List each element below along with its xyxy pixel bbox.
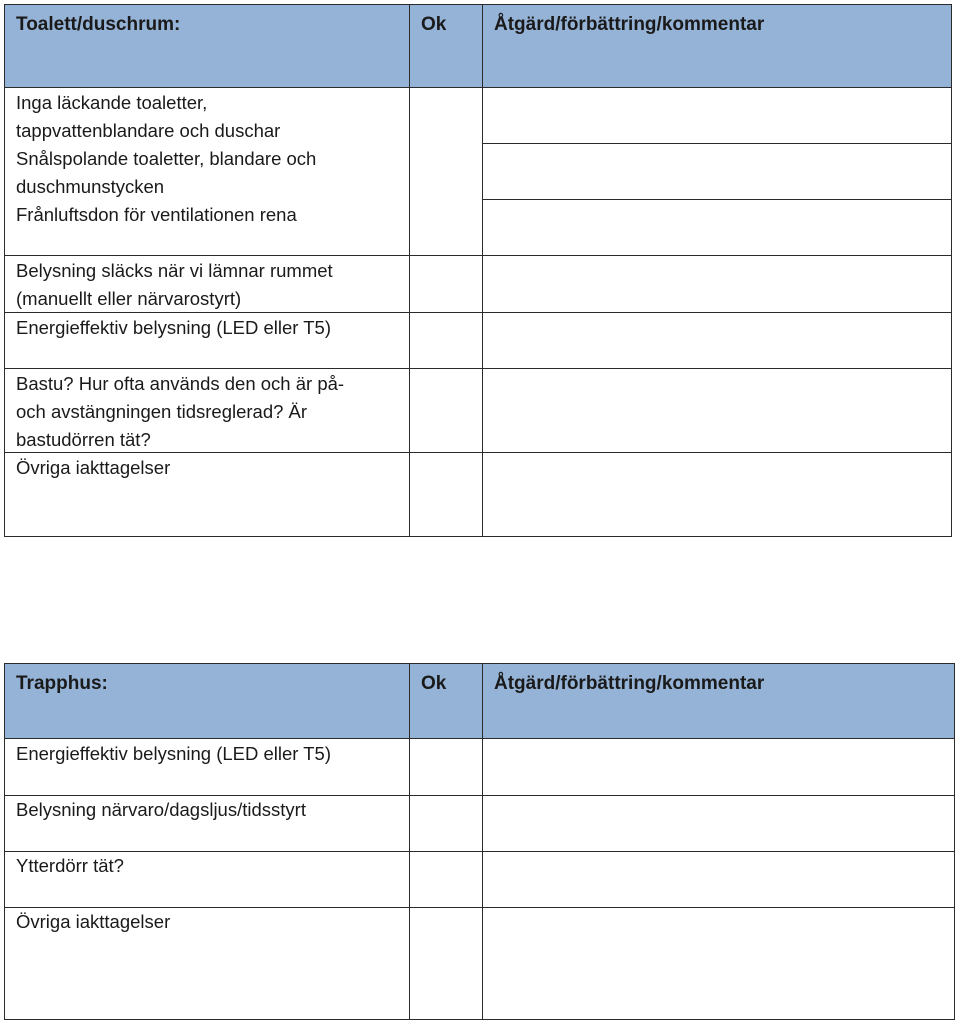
- list-item: Bastu? Hur ofta används den och är på- och avstängningen tidsreglerad? Är bastudörren tät?: [16, 373, 345, 450]
- table-header: [5, 664, 954, 739]
- row-divider: [482, 199, 951, 200]
- table-header: [5, 5, 951, 88]
- table-trapphus: [4, 663, 955, 1020]
- header-action-label: Åtgärd/förbättring/kommentar: [494, 14, 765, 35]
- table-toalett-duschrum: [4, 4, 952, 537]
- row-divider: [482, 143, 951, 144]
- header-action-label: Åtgärd/förbättring/kommentar: [494, 673, 765, 694]
- row-divider: [5, 851, 954, 852]
- header-section-label: Trapphus:: [16, 673, 108, 694]
- header-ok-label: Ok: [421, 673, 447, 694]
- column-divider: [409, 5, 410, 536]
- row-divider: [5, 255, 951, 256]
- list-item: Snålspolande toaletter, blandare och duschmunstycken: [16, 148, 317, 197]
- column-divider: [482, 5, 483, 536]
- row-divider: [5, 368, 951, 369]
- list-item: Övriga iakttagelser: [16, 911, 171, 932]
- list-item: Övriga iakttagelser: [16, 457, 171, 478]
- column-divider: [482, 664, 483, 1019]
- header-ok-label: Ok: [421, 14, 447, 35]
- list-item: Ytterdörr tät?: [16, 855, 124, 876]
- list-item: Energieffektiv belysning (LED eller T5): [16, 743, 331, 764]
- header-section-label: Toalett/duschrum:: [16, 14, 181, 35]
- list-item: Frånluftsdon för ventilationen rena: [16, 204, 297, 225]
- list-item: Belysning släcks när vi lämnar rummet (manuellt eller närvarostyrt): [16, 260, 333, 309]
- column-divider: [409, 664, 410, 1019]
- list-item: Belysning närvaro/dagsljus/tidsstyrt: [16, 799, 306, 820]
- list-item: Inga läckande toaletter, tappvattenblandare och duschar: [16, 92, 281, 141]
- list-item: Energieffektiv belysning (LED eller T5): [16, 317, 331, 338]
